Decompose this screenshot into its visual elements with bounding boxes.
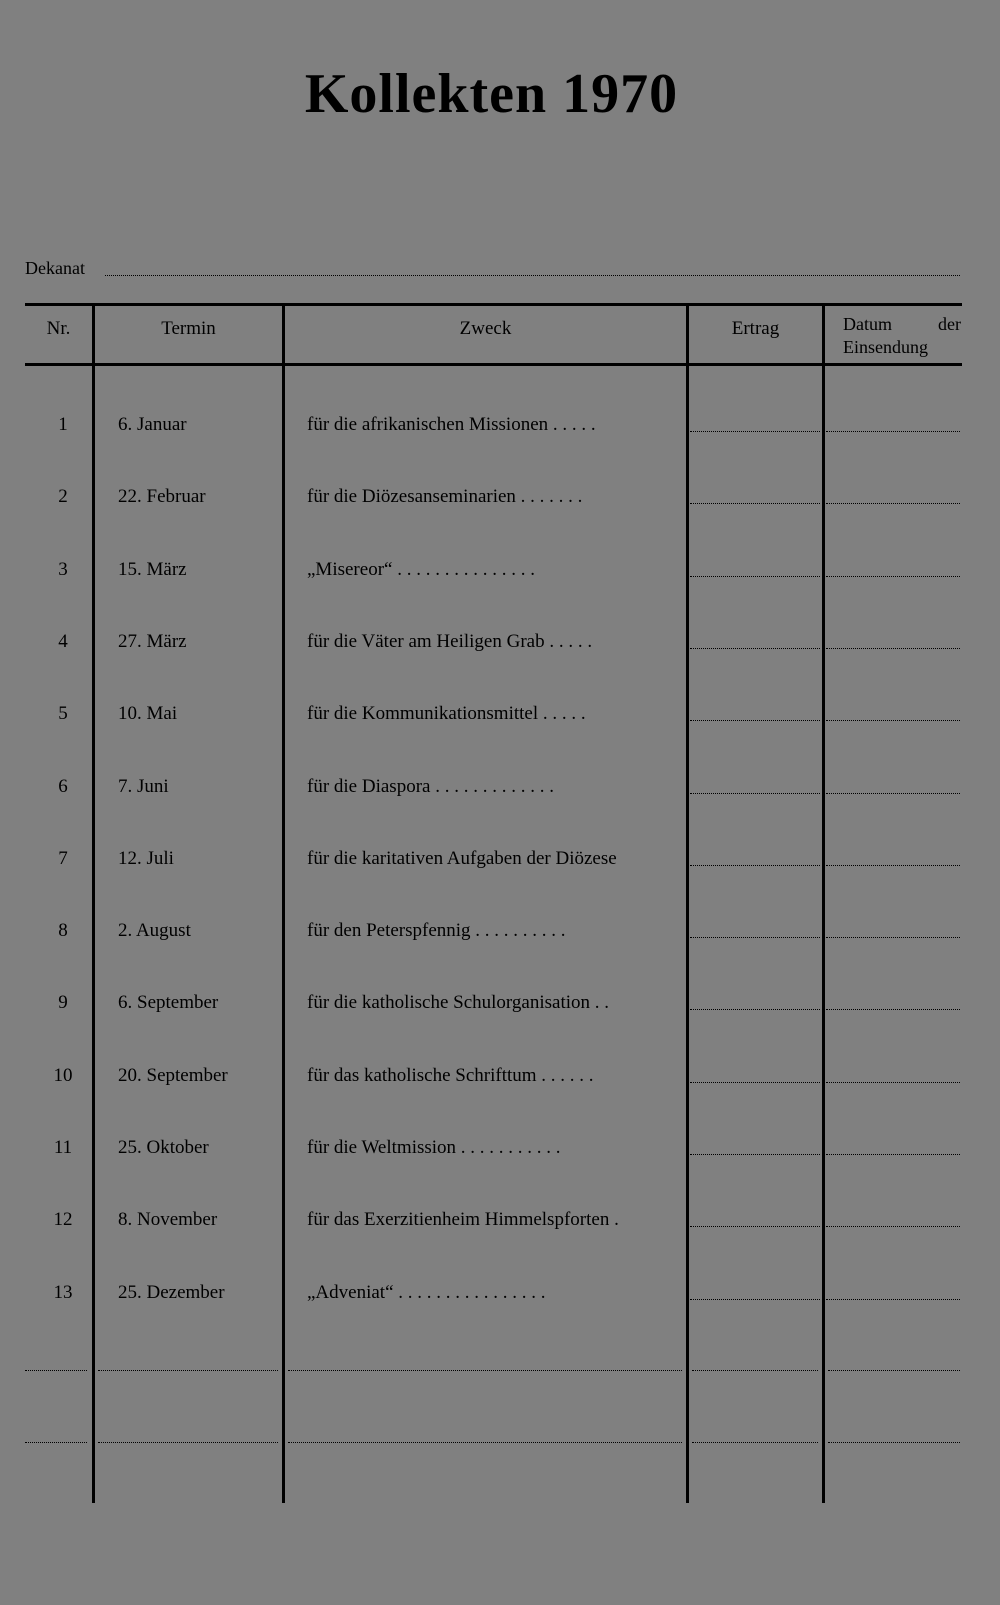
datum-field[interactable]: [826, 1082, 960, 1083]
row-termin: 27. März: [118, 631, 187, 652]
datum-field[interactable]: [826, 937, 960, 938]
row-number: 4: [58, 631, 68, 652]
ertrag-field[interactable]: [690, 793, 820, 794]
row-termin: 15. März: [118, 559, 187, 580]
datum-field[interactable]: [826, 648, 960, 649]
row-zweck: für die katholische Schulorganisation . .: [307, 992, 610, 1013]
ertrag-field[interactable]: [690, 431, 820, 432]
row-zweck: für das Exerzitienheim Himmelspforten .: [307, 1209, 619, 1230]
datum-field[interactable]: [826, 1226, 960, 1227]
blank-cell[interactable]: [98, 1442, 278, 1443]
row-number: 11: [53, 1137, 73, 1158]
table-row: [0, 1282, 1000, 1312]
row-termin: 22. Februar: [118, 486, 206, 507]
row-termin: 25. Oktober: [118, 1137, 209, 1158]
row-termin: 25. Dezember: [118, 1282, 225, 1303]
table-row: [0, 486, 1000, 516]
row-termin: 10. Mai: [118, 703, 178, 724]
column-divider-nr: [92, 305, 95, 1503]
table-row: [0, 703, 1000, 733]
row-number: 5: [58, 703, 68, 724]
table-row: [0, 1065, 1000, 1095]
row-zweck: für die afrikanischen Missionen . . . . .: [307, 414, 596, 435]
blank-cell[interactable]: [692, 1370, 818, 1371]
header-datum: [843, 313, 961, 359]
datum-field[interactable]: [826, 576, 960, 577]
row-zweck: für die Diaspora . . . . . . . . . . . . .: [307, 776, 554, 797]
header-nr: Nr.: [46, 318, 71, 339]
dekanat-field[interactable]: [105, 275, 960, 276]
blank-cell[interactable]: [98, 1370, 278, 1371]
table-row: [0, 776, 1000, 806]
row-zweck: für die Väter am Heiligen Grab . . . . .: [307, 631, 593, 652]
page-title: Kollekten 1970: [304, 63, 679, 125]
blank-cell[interactable]: [692, 1442, 818, 1443]
blank-cell[interactable]: [828, 1370, 960, 1371]
datum-field[interactable]: [826, 720, 960, 721]
row-termin: 12. Juli: [118, 848, 174, 869]
table-row: [0, 631, 1000, 661]
row-number: 6: [58, 776, 68, 797]
datum-field[interactable]: [826, 1154, 960, 1155]
row-number: 1: [58, 414, 68, 435]
table-row: [0, 992, 1000, 1022]
ertrag-field[interactable]: [690, 576, 820, 577]
row-termin: 6. Januar: [118, 414, 187, 435]
row-zweck: für den Peterspfennig . . . . . . . . . .: [307, 920, 566, 941]
datum-field[interactable]: [826, 865, 960, 866]
table-row: [0, 1137, 1000, 1167]
table-row: [0, 414, 1000, 444]
row-termin: 20. September: [118, 1065, 228, 1086]
row-number: 10: [53, 1065, 73, 1086]
row-number: 9: [58, 992, 68, 1013]
datum-field[interactable]: [826, 503, 960, 504]
header-der-word: der: [938, 314, 961, 334]
table-row: [0, 848, 1000, 878]
ertrag-field[interactable]: [690, 720, 820, 721]
datum-field[interactable]: [826, 793, 960, 794]
datum-field[interactable]: [826, 1009, 960, 1010]
row-zweck: für die Kommunikationsmittel . . . . .: [307, 703, 586, 724]
row-number: 7: [58, 848, 68, 869]
ertrag-field[interactable]: [690, 865, 820, 866]
blank-cell[interactable]: [288, 1370, 682, 1371]
row-zweck: „Adveniat“ . . . . . . . . . . . . . . . .: [307, 1282, 546, 1303]
row-termin: 8. November: [118, 1209, 218, 1230]
row-zweck: „Misereor“ . . . . . . . . . . . . . . .: [307, 559, 535, 580]
header-datum-word: Datum: [843, 314, 892, 334]
column-divider-ertrag: [822, 305, 825, 1503]
blank-cell[interactable]: [288, 1442, 682, 1443]
row-number: 12: [53, 1209, 73, 1230]
row-zweck: für die Diözesanseminarien . . . . . . .: [307, 486, 583, 507]
ertrag-field[interactable]: [690, 1154, 820, 1155]
row-zweck: für die Weltmission . . . . . . . . . . .: [307, 1137, 561, 1158]
ertrag-field[interactable]: [690, 648, 820, 649]
column-divider-termin: [282, 305, 285, 1503]
row-number: 2: [58, 486, 68, 507]
blank-row: [0, 1370, 1000, 1374]
column-divider-zweck: [686, 305, 689, 1503]
dekanat-label: Dekanat: [25, 258, 85, 278]
row-termin: 7. Juni: [118, 776, 169, 797]
table-row: [0, 559, 1000, 589]
row-zweck: für die karitativen Aufgaben der Diözese: [307, 848, 617, 869]
row-zweck: für das katholische Schrifttum . . . . . .: [307, 1065, 594, 1086]
datum-field[interactable]: [826, 1299, 960, 1300]
row-termin: 6. September: [118, 992, 219, 1013]
row-termin: 2. August: [118, 920, 191, 941]
blank-cell[interactable]: [25, 1370, 87, 1371]
header-ertrag: Ertrag: [731, 318, 780, 339]
datum-field[interactable]: [826, 431, 960, 432]
ertrag-field[interactable]: [690, 1009, 820, 1010]
blank-row: [0, 1442, 1000, 1446]
ertrag-field[interactable]: [690, 1226, 820, 1227]
blank-cell[interactable]: [25, 1442, 87, 1443]
header-zweck: Zweck: [459, 318, 512, 339]
header-einsendung: Einsendung: [843, 337, 928, 357]
row-number: 13: [53, 1282, 73, 1303]
ertrag-field[interactable]: [690, 1082, 820, 1083]
row-number: 8: [58, 920, 68, 941]
ertrag-field[interactable]: [690, 1299, 820, 1300]
header-termin: Termin: [161, 318, 216, 339]
blank-cell[interactable]: [828, 1442, 960, 1443]
row-number: 3: [58, 559, 68, 580]
ertrag-field[interactable]: [690, 937, 820, 938]
table-row: [0, 1209, 1000, 1239]
table-row: [0, 920, 1000, 950]
ertrag-field[interactable]: [690, 503, 820, 504]
